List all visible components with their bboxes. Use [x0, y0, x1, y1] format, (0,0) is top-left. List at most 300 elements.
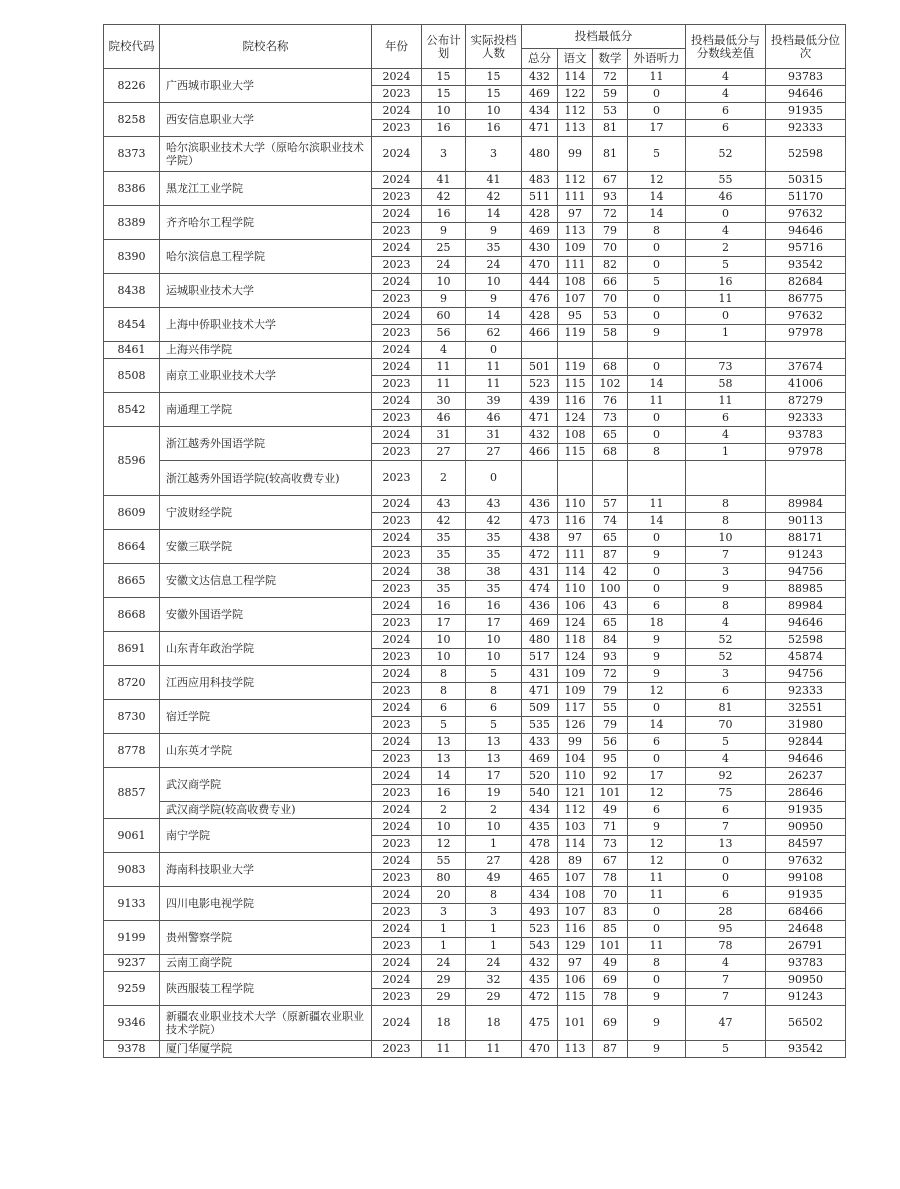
score-diff-cell: 11: [686, 291, 766, 308]
actual-cell: 17: [466, 768, 522, 785]
rank-cell: 45874: [766, 649, 846, 666]
plan-cell: 17: [422, 615, 466, 632]
total-score-cell: 433: [522, 734, 558, 751]
year-cell: 2024: [372, 972, 422, 989]
school-name-cell: 西安信息职业大学: [160, 103, 372, 137]
table-row: [104, 666, 846, 683]
year-cell: 2024: [372, 342, 422, 359]
foreign-listening-cell: 9: [628, 819, 686, 836]
rank-cell: 51170: [766, 189, 846, 206]
school-code-cell: 8778: [104, 734, 160, 768]
year-cell: 2023: [372, 444, 422, 461]
table-row: [104, 427, 846, 444]
math-score-cell: 81: [593, 137, 628, 172]
rank-cell: 94756: [766, 666, 846, 683]
foreign-listening-cell: 5: [628, 274, 686, 291]
year-cell: 2024: [372, 137, 422, 172]
score-diff-cell: 8: [686, 513, 766, 530]
math-score-cell: 49: [593, 955, 628, 972]
score-diff-cell: 2: [686, 240, 766, 257]
year-cell: 2024: [372, 768, 422, 785]
school-name-cell: 上海兴伟学院: [160, 342, 372, 359]
year-cell: 2023: [372, 615, 422, 632]
score-diff-cell: 7: [686, 547, 766, 564]
actual-cell: 1: [466, 836, 522, 853]
rank-cell: 28646: [766, 785, 846, 802]
school-name-cell: 安徽三联学院: [160, 530, 372, 564]
actual-cell: 15: [466, 69, 522, 86]
total-score-cell: 473: [522, 513, 558, 530]
foreign-listening-cell: 0: [628, 564, 686, 581]
math-score-cell: 68: [593, 444, 628, 461]
header-math: 数学: [593, 49, 628, 69]
rank-cell: 94646: [766, 223, 846, 240]
total-score-cell: 475: [522, 1006, 558, 1041]
plan-cell: 10: [422, 649, 466, 666]
school-name-cell: 黑龙江工业学院: [160, 172, 372, 206]
school-code-cell: 9237: [104, 955, 160, 972]
math-score-cell: 58: [593, 325, 628, 342]
year-cell: 2023: [372, 989, 422, 1006]
school-name-cell: 武汉商学院(较高收费专业): [160, 802, 372, 819]
year-cell: 2023: [372, 785, 422, 802]
header-foreign: 外语听力: [628, 49, 686, 69]
school-code-cell: 8373: [104, 137, 160, 172]
score-diff-cell: 4: [686, 223, 766, 240]
score-diff-cell: 5: [686, 257, 766, 274]
foreign-listening-cell: 0: [628, 921, 686, 938]
plan-cell: 9: [422, 223, 466, 240]
score-diff-cell: 13: [686, 836, 766, 853]
score-diff-cell: [686, 342, 766, 359]
plan-cell: 3: [422, 137, 466, 172]
rank-cell: 91243: [766, 989, 846, 1006]
actual-cell: 8: [466, 683, 522, 700]
rank-cell: [766, 342, 846, 359]
school-code-cell: 9259: [104, 972, 160, 1006]
year-cell: 2024: [372, 921, 422, 938]
actual-cell: 6: [466, 700, 522, 717]
school-name-cell: 南京工业职业技术大学: [160, 359, 372, 393]
table-row: [104, 393, 846, 410]
table-row: [104, 887, 846, 904]
score-diff-cell: 6: [686, 683, 766, 700]
year-cell: 2024: [372, 240, 422, 257]
header-name: 院校名称: [160, 25, 372, 69]
foreign-listening-cell: 9: [628, 989, 686, 1006]
school-code-cell: 8857: [104, 768, 160, 819]
year-cell: 2023: [372, 189, 422, 206]
chinese-score-cell: 116: [558, 921, 593, 938]
rank-cell: 37674: [766, 359, 846, 376]
school-code-cell: 8720: [104, 666, 160, 700]
school-name-cell: 陕西服装工程学院: [160, 972, 372, 1006]
total-score-cell: 434: [522, 887, 558, 904]
score-diff-cell: 6: [686, 103, 766, 120]
year-cell: 2024: [372, 308, 422, 325]
chinese-score-cell: 104: [558, 751, 593, 768]
foreign-listening-cell: 9: [628, 325, 686, 342]
actual-cell: 14: [466, 308, 522, 325]
total-score-cell: 430: [522, 240, 558, 257]
actual-cell: 31: [466, 427, 522, 444]
plan-cell: 42: [422, 513, 466, 530]
actual-cell: 24: [466, 257, 522, 274]
rank-cell: 68466: [766, 904, 846, 921]
header-total: 总分: [522, 49, 558, 69]
math-score-cell: 69: [593, 972, 628, 989]
rank-cell: 89984: [766, 496, 846, 513]
total-score-cell: 428: [522, 853, 558, 870]
score-diff-cell: 1: [686, 325, 766, 342]
school-name-cell: 安徽文达信息工程学院: [160, 564, 372, 598]
foreign-listening-cell: 0: [628, 751, 686, 768]
math-score-cell: 84: [593, 632, 628, 649]
math-score-cell: 79: [593, 683, 628, 700]
chinese-score-cell: 103: [558, 819, 593, 836]
foreign-listening-cell: 12: [628, 683, 686, 700]
rank-cell: 26791: [766, 938, 846, 955]
total-score-cell: 465: [522, 870, 558, 887]
math-score-cell: 74: [593, 513, 628, 530]
chinese-score-cell: 97: [558, 955, 593, 972]
year-cell: 2024: [372, 819, 422, 836]
actual-cell: 16: [466, 598, 522, 615]
school-name-cell: 贵州警察学院: [160, 921, 372, 955]
math-score-cell: 49: [593, 802, 628, 819]
year-cell: 2024: [372, 955, 422, 972]
score-diff-cell: 4: [686, 427, 766, 444]
total-score-cell: 470: [522, 257, 558, 274]
foreign-listening-cell: 0: [628, 240, 686, 257]
rank-cell: 91935: [766, 887, 846, 904]
chinese-score-cell: 124: [558, 615, 593, 632]
math-score-cell: [593, 342, 628, 359]
year-cell: 2023: [372, 223, 422, 240]
foreign-listening-cell: 6: [628, 734, 686, 751]
total-score-cell: 469: [522, 615, 558, 632]
year-cell: 2024: [372, 274, 422, 291]
year-cell: 2023: [372, 751, 422, 768]
rank-cell: [766, 461, 846, 496]
chinese-score-cell: [558, 342, 593, 359]
total-score-cell: 432: [522, 69, 558, 86]
chinese-score-cell: 115: [558, 989, 593, 1006]
school-name-cell: 山东青年政治学院: [160, 632, 372, 666]
actual-cell: 42: [466, 513, 522, 530]
chinese-score-cell: [558, 461, 593, 496]
plan-cell: 11: [422, 359, 466, 376]
school-code-cell: 8390: [104, 240, 160, 274]
year-cell: 2024: [372, 887, 422, 904]
score-diff-cell: 3: [686, 666, 766, 683]
math-score-cell: 78: [593, 870, 628, 887]
table-row: [104, 206, 846, 223]
math-score-cell: 66: [593, 274, 628, 291]
plan-cell: 43: [422, 496, 466, 513]
table-row: [104, 632, 846, 649]
actual-cell: 10: [466, 632, 522, 649]
total-score-cell: 540: [522, 785, 558, 802]
foreign-listening-cell: 18: [628, 615, 686, 632]
actual-cell: 29: [466, 989, 522, 1006]
school-code-cell: 9083: [104, 853, 160, 887]
rank-cell: 99108: [766, 870, 846, 887]
year-cell: 2024: [372, 564, 422, 581]
score-diff-cell: 10: [686, 530, 766, 547]
plan-cell: 11: [422, 1041, 466, 1058]
year-cell: 2024: [372, 359, 422, 376]
score-diff-cell: 7: [686, 989, 766, 1006]
year-cell: 2023: [372, 547, 422, 564]
year-cell: 2023: [372, 257, 422, 274]
total-score-cell: 469: [522, 223, 558, 240]
score-diff-cell: 58: [686, 376, 766, 393]
plan-cell: 16: [422, 120, 466, 137]
rank-cell: 90950: [766, 819, 846, 836]
foreign-listening-cell: 14: [628, 717, 686, 734]
math-score-cell: 59: [593, 86, 628, 103]
math-score-cell: 70: [593, 240, 628, 257]
chinese-score-cell: 110: [558, 768, 593, 785]
year-cell: 2023: [372, 410, 422, 427]
rank-cell: 52598: [766, 137, 846, 172]
rank-cell: 82684: [766, 274, 846, 291]
math-score-cell: 67: [593, 853, 628, 870]
chinese-score-cell: 112: [558, 172, 593, 189]
total-score-cell: 483: [522, 172, 558, 189]
math-score-cell: 71: [593, 819, 628, 836]
total-score-cell: 471: [522, 410, 558, 427]
plan-cell: 4: [422, 342, 466, 359]
plan-cell: 31: [422, 427, 466, 444]
chinese-score-cell: 106: [558, 598, 593, 615]
total-score-cell: 432: [522, 955, 558, 972]
chinese-score-cell: 107: [558, 870, 593, 887]
actual-cell: 5: [466, 717, 522, 734]
math-score-cell: 83: [593, 904, 628, 921]
math-score-cell: [593, 461, 628, 496]
plan-cell: 8: [422, 683, 466, 700]
table-row: [104, 819, 846, 836]
school-code-cell: 8258: [104, 103, 160, 137]
year-cell: 2024: [372, 172, 422, 189]
total-score-cell: [522, 461, 558, 496]
table-row: [104, 955, 846, 972]
total-score-cell: 523: [522, 376, 558, 393]
chinese-score-cell: 111: [558, 547, 593, 564]
actual-cell: 9: [466, 291, 522, 308]
foreign-listening-cell: 9: [628, 666, 686, 683]
school-name-cell: 安徽外国语学院: [160, 598, 372, 632]
math-score-cell: 56: [593, 734, 628, 751]
rank-cell: 88985: [766, 581, 846, 598]
foreign-listening-cell: 0: [628, 581, 686, 598]
plan-cell: 46: [422, 410, 466, 427]
foreign-listening-cell: 6: [628, 802, 686, 819]
total-score-cell: 493: [522, 904, 558, 921]
chinese-score-cell: 113: [558, 1041, 593, 1058]
year-cell: 2024: [372, 632, 422, 649]
plan-cell: 29: [422, 989, 466, 1006]
chinese-score-cell: 99: [558, 137, 593, 172]
math-score-cell: 65: [593, 530, 628, 547]
plan-cell: 13: [422, 751, 466, 768]
rank-cell: 93783: [766, 69, 846, 86]
plan-cell: 24: [422, 955, 466, 972]
year-cell: 2024: [372, 1006, 422, 1041]
rank-cell: 52598: [766, 632, 846, 649]
school-name-cell: 四川电影电视学院: [160, 887, 372, 921]
plan-cell: 18: [422, 1006, 466, 1041]
total-score-cell: 428: [522, 308, 558, 325]
year-cell: 2024: [372, 103, 422, 120]
plan-cell: 15: [422, 69, 466, 86]
table-row: [104, 308, 846, 325]
rank-cell: 88171: [766, 530, 846, 547]
rank-cell: 26237: [766, 768, 846, 785]
foreign-listening-cell: 11: [628, 887, 686, 904]
rank-cell: 97978: [766, 325, 846, 342]
rank-cell: 97632: [766, 853, 846, 870]
year-cell: 2024: [372, 206, 422, 223]
year-cell: 2023: [372, 1041, 422, 1058]
score-diff-cell: 92: [686, 768, 766, 785]
actual-cell: 35: [466, 581, 522, 598]
score-diff-cell: 4: [686, 751, 766, 768]
year-cell: 2024: [372, 393, 422, 410]
actual-cell: 46: [466, 410, 522, 427]
school-code-cell: 8542: [104, 393, 160, 427]
total-score-cell: 444: [522, 274, 558, 291]
table-row: [104, 69, 846, 86]
score-diff-cell: 7: [686, 819, 766, 836]
school-code-cell: 8730: [104, 700, 160, 734]
year-cell: 2024: [372, 530, 422, 547]
school-code-cell: 9199: [104, 921, 160, 955]
table-row: [104, 342, 846, 359]
actual-cell: 62: [466, 325, 522, 342]
year-cell: 2024: [372, 427, 422, 444]
header-min-group: 投档最低分: [522, 25, 686, 49]
chinese-score-cell: 116: [558, 393, 593, 410]
chinese-score-cell: 122: [558, 86, 593, 103]
foreign-listening-cell: 0: [628, 700, 686, 717]
total-score-cell: 435: [522, 972, 558, 989]
math-score-cell: 81: [593, 120, 628, 137]
foreign-listening-cell: 0: [628, 291, 686, 308]
school-code-cell: 8461: [104, 342, 160, 359]
plan-cell: 10: [422, 274, 466, 291]
table-row: [104, 564, 846, 581]
school-code-cell: 9133: [104, 887, 160, 921]
school-name-cell: 上海中侨职业技术大学: [160, 308, 372, 342]
school-code-cell: 8454: [104, 308, 160, 342]
plan-cell: 2: [422, 802, 466, 819]
plan-cell: 35: [422, 530, 466, 547]
table-row: [104, 853, 846, 870]
actual-cell: 18: [466, 1006, 522, 1041]
chinese-score-cell: 116: [558, 513, 593, 530]
foreign-listening-cell: 14: [628, 189, 686, 206]
actual-cell: 35: [466, 530, 522, 547]
math-score-cell: 82: [593, 257, 628, 274]
rank-cell: 92844: [766, 734, 846, 751]
year-cell: 2024: [372, 802, 422, 819]
actual-cell: 1: [466, 921, 522, 938]
table-row: [104, 700, 846, 717]
score-diff-cell: 70: [686, 717, 766, 734]
table-row: [104, 734, 846, 751]
chinese-score-cell: 112: [558, 103, 593, 120]
math-score-cell: 73: [593, 410, 628, 427]
admission-score-sheet: [103, 24, 846, 1058]
table-row: [104, 530, 846, 547]
score-diff-cell: 78: [686, 938, 766, 955]
score-diff-cell: [686, 461, 766, 496]
chinese-score-cell: 111: [558, 257, 593, 274]
rank-cell: 41006: [766, 376, 846, 393]
header-year: 年份: [372, 25, 422, 69]
math-score-cell: 79: [593, 717, 628, 734]
score-diff-cell: 5: [686, 1041, 766, 1058]
plan-cell: 6: [422, 700, 466, 717]
school-code-cell: 8386: [104, 172, 160, 206]
chinese-score-cell: 121: [558, 785, 593, 802]
total-score-cell: 511: [522, 189, 558, 206]
plan-cell: 10: [422, 103, 466, 120]
plan-cell: 11: [422, 376, 466, 393]
chinese-score-cell: 126: [558, 717, 593, 734]
foreign-listening-cell: 14: [628, 376, 686, 393]
score-diff-cell: 3: [686, 564, 766, 581]
math-score-cell: 55: [593, 700, 628, 717]
total-score-cell: 470: [522, 1041, 558, 1058]
score-diff-cell: 75: [686, 785, 766, 802]
plan-cell: 25: [422, 240, 466, 257]
year-cell: 2023: [372, 86, 422, 103]
total-score-cell: 434: [522, 103, 558, 120]
foreign-listening-cell: 0: [628, 530, 686, 547]
year-cell: 2023: [372, 649, 422, 666]
chinese-score-cell: 114: [558, 836, 593, 853]
plan-cell: 41: [422, 172, 466, 189]
chinese-score-cell: 119: [558, 359, 593, 376]
chinese-score-cell: 124: [558, 649, 593, 666]
rank-cell: 97632: [766, 308, 846, 325]
score-diff-cell: 0: [686, 870, 766, 887]
chinese-score-cell: 108: [558, 274, 593, 291]
math-score-cell: 92: [593, 768, 628, 785]
foreign-listening-cell: 12: [628, 836, 686, 853]
plan-cell: 60: [422, 308, 466, 325]
actual-cell: 2: [466, 802, 522, 819]
actual-cell: 27: [466, 853, 522, 870]
year-cell: 2024: [372, 853, 422, 870]
actual-cell: 38: [466, 564, 522, 581]
school-name-cell: 浙江越秀外国语学院(较高收费专业): [160, 461, 372, 496]
actual-cell: 9: [466, 223, 522, 240]
foreign-listening-cell: 8: [628, 444, 686, 461]
actual-cell: 3: [466, 904, 522, 921]
foreign-listening-cell: 0: [628, 86, 686, 103]
foreign-listening-cell: 0: [628, 103, 686, 120]
year-cell: 2024: [372, 69, 422, 86]
plan-cell: 55: [422, 853, 466, 870]
chinese-score-cell: 113: [558, 223, 593, 240]
admission-table: [103, 24, 846, 1058]
year-cell: 2024: [372, 598, 422, 615]
